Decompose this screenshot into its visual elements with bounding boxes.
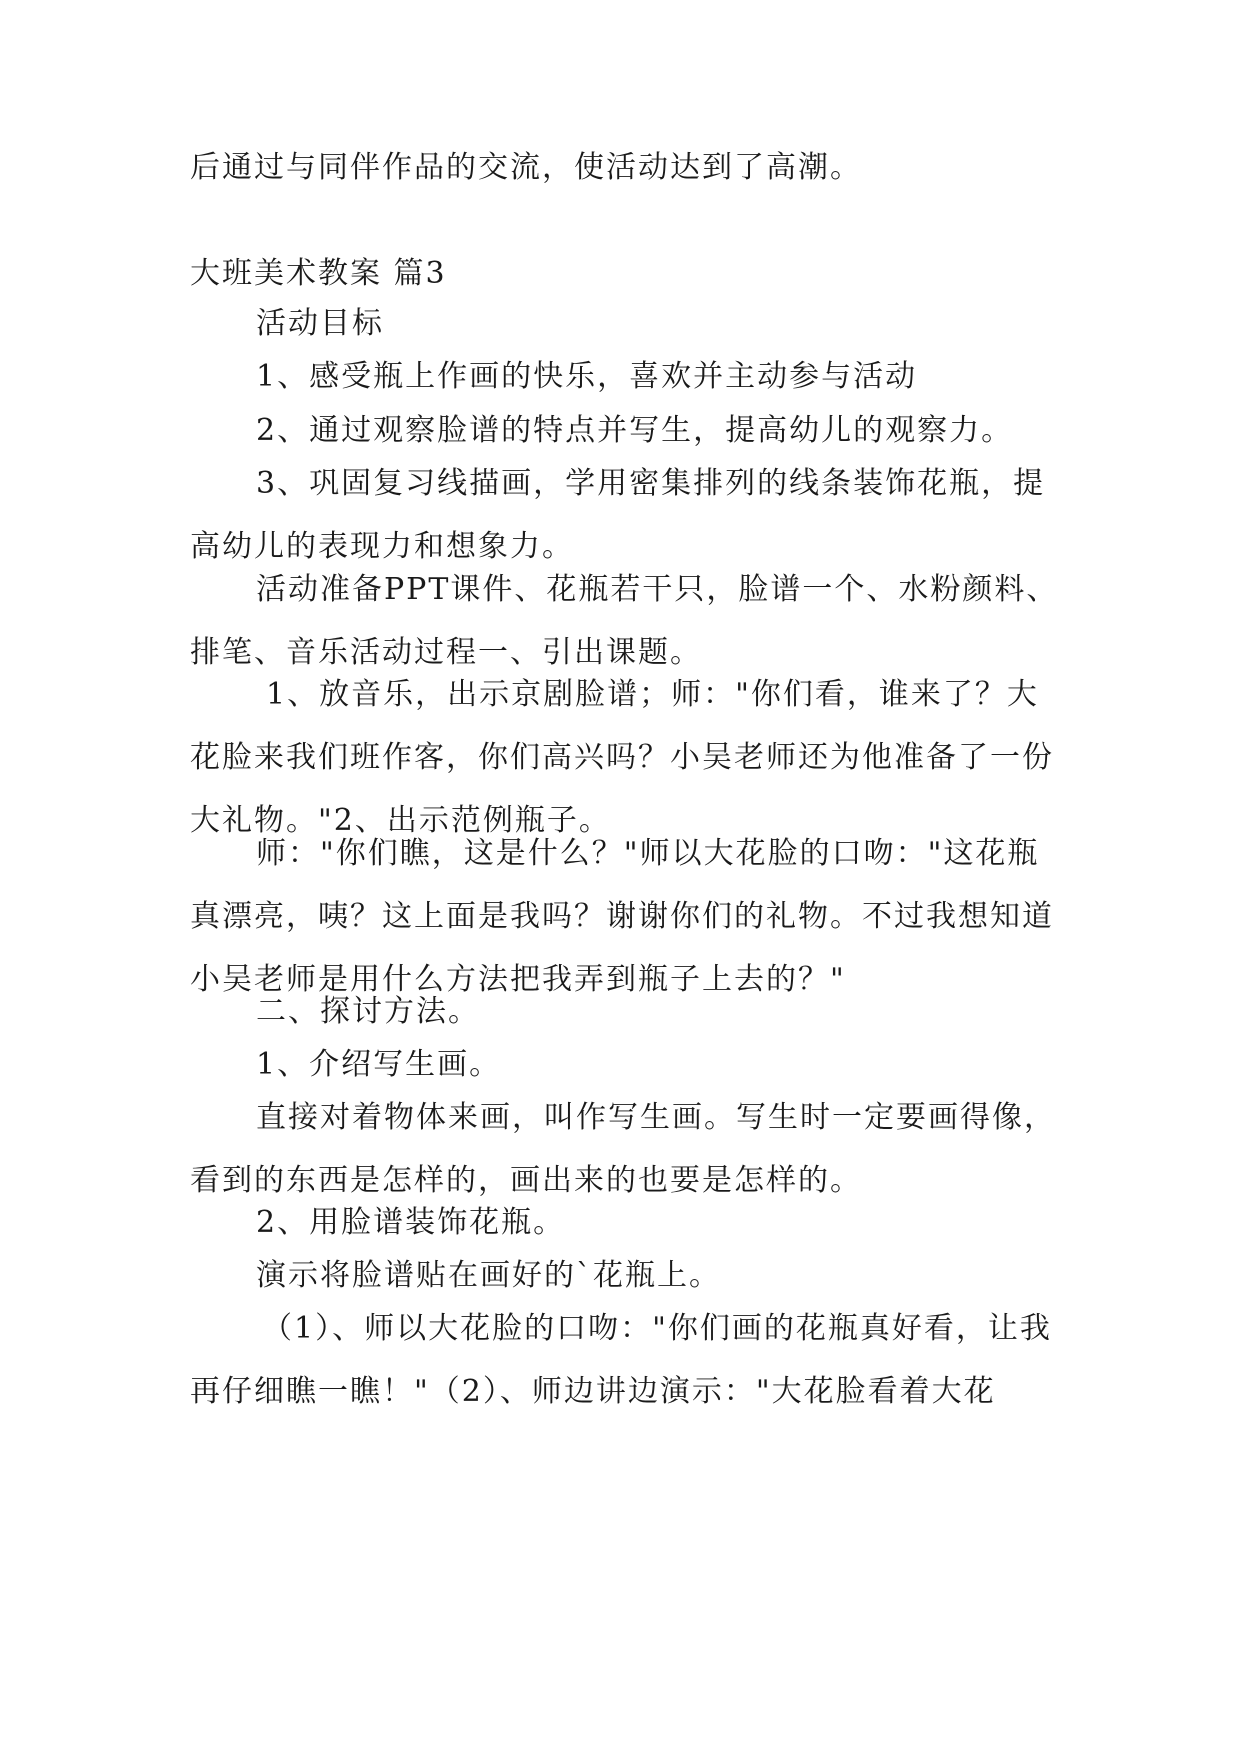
paragraph-step-1: 1、放音乐，出示京剧脸谱；师："你们看，谁来了？大花脸来我们班作客，你们高兴吗？小吴老师还为他准备了一份大礼物。"2、出示范例瓶子。: [190, 677, 1054, 838]
paragraph-objective-2: 2、通过观察脸谱的特点并写生，提高幼儿的观察力。: [256, 413, 1014, 448]
paragraph-teacher-dialog: 师："你们瞧，这是什么？"师以大花脸的口吻："这花瓶真漂亮，咦？这上面是我吗？谢谢你们的礼物。不过我想知道小吴老师是用什么方法把我弄到瓶子上去的？": [190, 836, 1054, 997]
paragraph-preparation: 活动准备PPT课件、花瓶若干只，脸谱一个、水粉颜料、排笔、音乐活动过程一、引出课题。: [190, 572, 1059, 670]
paragraph-section-two: 二、探讨方法。: [256, 994, 480, 1029]
paragraph-objective-3: 3、巩固复习线描画，学用密集排列的线条装饰花瓶，提高幼儿的表现力和想象力。: [190, 466, 1046, 564]
paragraph-sketch-desc: 直接对着物体来画，叫作写生画。写生时一定要画得像，看到的东西是怎样的，画出来的也要是怎样的。: [190, 1100, 1056, 1198]
paragraph-decorate: 2、用脸谱装饰花瓶。: [256, 1205, 566, 1240]
intro-tail-paragraph: 后通过与同伴作品的交流，使活动达到了高潮。: [190, 150, 862, 185]
paragraph-demo: 演示将脸谱贴在画好的`花瓶上。: [256, 1258, 721, 1293]
paragraph-objectives-title: 活动目标: [256, 306, 384, 341]
section-heading: 大班美术教案 篇3: [190, 256, 447, 291]
paragraph-objective-1: 1、感受瓶上作画的快乐，喜欢并主动参与活动: [256, 359, 918, 394]
paragraph-sketch-intro: 1、介绍写生画。: [256, 1047, 502, 1082]
paragraph-demo-steps: （1）、师以大花脸的口吻："你们画的花瓶真好看，让我再仔细瞧一瞧！"（2）、师边讲边演示："大花脸看着大花: [190, 1311, 1052, 1409]
